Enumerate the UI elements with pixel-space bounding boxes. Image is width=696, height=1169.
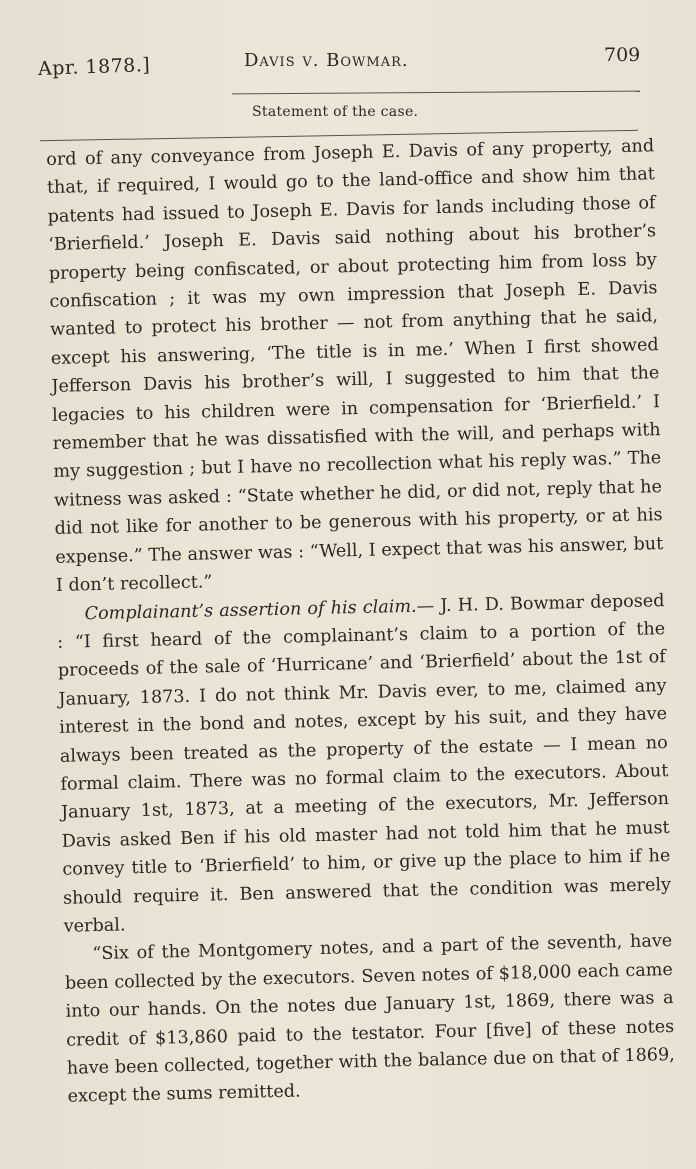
body-text xyxy=(46,132,676,1111)
paragraph-complainant-claim-text: — J. H. D. Bowmar deposed : “I first heard of the complainant’s claim to a portion of the proceeds of the sale of ‘Hurricane’ and ‘Brierfield’ about the 1st of January, 1873. I do not think Mr. Davis ever, to me, claimed any interest in the bond and notes, except by his suit, and they have always been treated as the property of the estate — I mean no formal claim. There was no formal claim to the executors. About January 1st, 1873, at a meeting of the executors, Mr. Jefferson Davis asked Ben if his old master had not told him that he must convey title to ‘Brierfield’ to him, or give up the place to him if he should require it. Ben answered that the condition was merely verbal. xyxy=(57,590,672,937)
running-head-date: Apr. 1878.] xyxy=(37,54,151,80)
header-rule xyxy=(232,91,640,95)
page-number: 709 xyxy=(604,44,641,66)
section-lead-italic: Complainant’s assertion of his claim. xyxy=(84,596,417,624)
paragraph-testimony-continued: ord of any conveyance from Joseph E. Davis of any property, and that, if required, I would go to the land-office and show him that patents had issued to Joseph E. Davis for lands including those of ‘Brierfield.’ Joseph E. Davis said nothing about his brother’s property being confiscated, or about protecting him from loss by confiscation ; it was my own impression that Joseph E. Davis wanted to protect his brother — not from anything that he said, except his answering, ‘The title is in me.’ When I first showed Jefferson Davis his brother’s will, I suggested to him that the legacies to his children were in compensation for ‘Brierfield.’ I remember that he was dissatisfied with the will, and perhaps with my suggestion ; but I have no recollection what his reply was.” The witness was asked : “State whether he did, or did not, reply that he did not like for another to be generous with his property, or at his expense.” The answer was : “Well, I expect that was his answer, but I don’t recollect.” xyxy=(46,136,664,596)
running-head-case-title: Davis v. Bowmar. xyxy=(244,50,409,71)
paragraph-montgomery-notes: “Six of the Montgomery notes, and a part of the seventh, have been collected by the executors. Seven notes of $18,000 each came into our hands. On the notes due January 1st, 1869, there was a credit of $13,860 paid to the testator. Four [five] of these notes have been collected, together with the balance due on that of 1869, except the sums remitted. xyxy=(64,931,676,1108)
paragraph-complainant-claim xyxy=(56,587,672,942)
section-subheading: Statement of the case. xyxy=(252,104,419,120)
